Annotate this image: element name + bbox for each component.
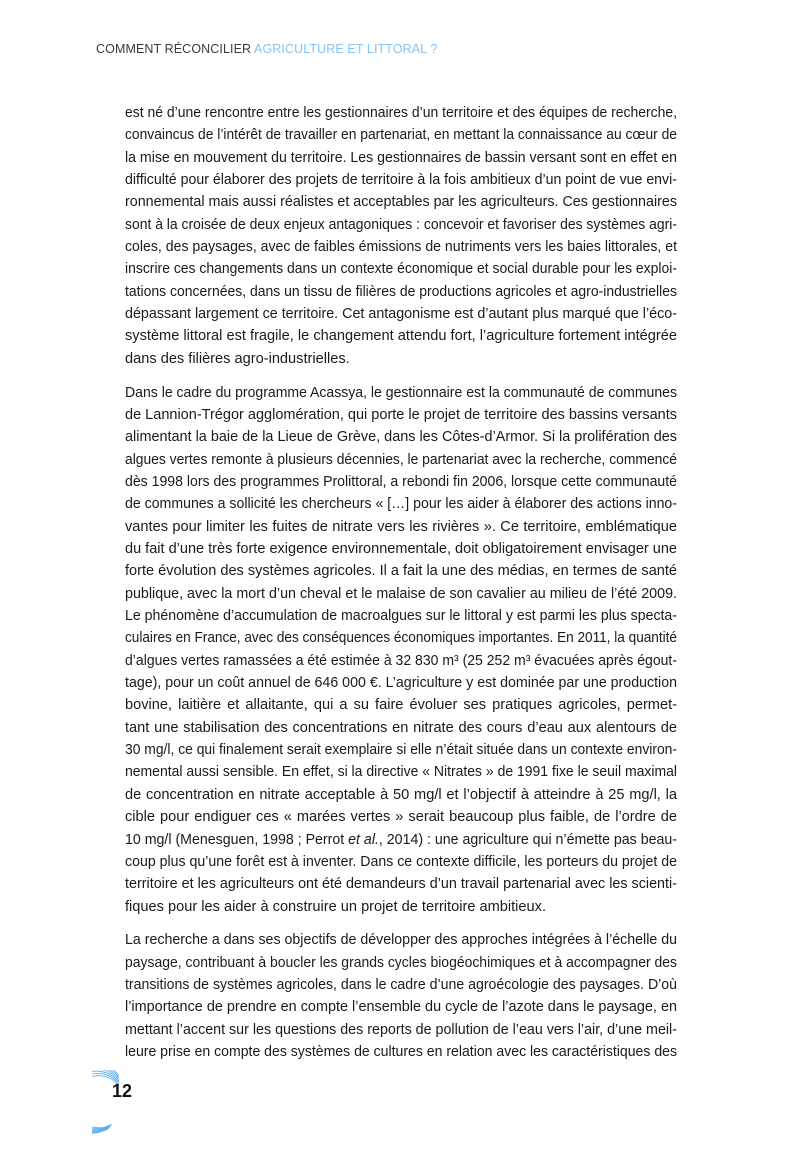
text-line-content: du fait d’une très forte exigence environnementale, doit obligatoirement envisager une — [125, 541, 677, 558]
text-line — [125, 325, 677, 347]
text-segment: , 2014) : une agriculture qui n’émette pas beau- — [378, 831, 677, 848]
text-line-content: difficulté pour élaborer des projets de territoire à la fois ambitieux d’un point de vue envi- — [125, 172, 677, 189]
text-line — [125, 896, 677, 918]
page-number: 12 — [112, 1081, 133, 1101]
text-line — [125, 829, 677, 851]
text-line — [125, 974, 677, 996]
text-line — [125, 672, 677, 694]
text-line — [125, 516, 677, 538]
text-line-content: convaincus de l’intérêt de travailler en partenariat, en mettant la connaissance au cœur de — [125, 127, 677, 144]
text-line — [125, 650, 677, 672]
paragraph — [125, 102, 677, 370]
text-line-content: tage), pour un coût annuel de 646 000 €. L’agriculture y est dominée par une production — [125, 675, 677, 692]
text-line — [125, 169, 677, 191]
text-line — [125, 996, 677, 1018]
text-line — [125, 348, 677, 370]
text-line-content: dans des filières agro-industrielles. — [125, 350, 350, 367]
text-line-content: dès 1998 lors des programmes Prolittoral, a rebondi fin 2006, lorsque cette communauté — [125, 474, 677, 490]
text-line — [125, 258, 677, 280]
text-line-content: la mise en mouvement du territoire. Les gestionnaires de bassin versant sont en effet en — [125, 149, 677, 166]
text-line-content: tations concernées, dans un tissu de filières de productions agricoles et agro-industrielles — [125, 283, 677, 300]
text-line-content: cible pour endiguer ces « marées vertes » serait beaucoup plus faible, de l’ordre de — [125, 809, 677, 826]
text-line — [125, 236, 677, 258]
text-segment: 10 mg/l (Menesguen, 1998 ; Perrot — [125, 831, 349, 848]
text-line — [125, 493, 677, 515]
text-line — [125, 717, 677, 739]
text-line-content: fiques pour les aider à construire un projet de territoire ambitieux. — [125, 898, 547, 915]
text-line — [125, 560, 677, 582]
text-line-content: de concentration en nitrate acceptable à 50 mg/l et l’objectif à atteindre à 25 mg/l, la — [125, 786, 677, 803]
text-line — [125, 538, 677, 560]
text-line-content: alimentant la baie de la Lieue de Grève, dans les Côtes-d’Armor. Si la prolifération des — [125, 429, 677, 446]
text-line-content: transitions de systèmes agricoles, dans le cadre d’une agroécologie des paysages. D’où — [125, 977, 677, 994]
text-line — [125, 1019, 677, 1041]
text-line — [125, 214, 677, 236]
text-line — [125, 382, 677, 404]
text-line-content: sont à la croisée de deux enjeux antagoniques : concevoir et favoriser des systèmes agri- — [125, 216, 677, 233]
paragraph — [125, 382, 677, 918]
text-line-content: de Lannion-Trégor agglomération, qui porte le projet de territoire des bassins versants — [125, 406, 677, 423]
text-line — [125, 1041, 677, 1063]
text-line — [125, 873, 677, 895]
text-line — [125, 784, 677, 806]
text-line — [125, 605, 677, 627]
body-text — [125, 102, 677, 1075]
text-line-content: est né d’une rencontre entre les gestionnaires d’un territoire et des équipes de recherche, — [125, 105, 677, 121]
text-line — [125, 471, 677, 493]
text-line-content: vantes pour limiter les fuites de nitrate vers les rivières ». Ce territoire, emblématique — [125, 518, 677, 535]
text-line-content: mettant l’accent sur les questions des reports de pollution de l’eau vers l’air, d’une meil- — [125, 1021, 677, 1038]
text-line — [125, 739, 677, 761]
text-line — [125, 281, 677, 303]
italic-text: et al. — [348, 831, 379, 848]
text-line — [125, 952, 677, 974]
text-line — [125, 404, 677, 426]
running-header-accent: AGRICULTURE ET LITTORAL ? — [254, 42, 438, 56]
text-line — [125, 694, 677, 716]
text-line-content: algues vertes remonte à plusieurs décennies, le partenariat avec la recherche, commencé — [125, 451, 677, 468]
text-line-content — [125, 829, 677, 851]
text-line — [125, 426, 677, 448]
text-line — [125, 449, 677, 471]
text-line-content: système littoral est fragile, le changement attendu fort, l’agriculture fortement intégrée — [125, 328, 677, 345]
text-line-content: forte évolution des systèmes agricoles. Il a fait la une des médias, en termes de santé — [125, 563, 677, 580]
text-line-content: d’algues vertes ramassées a été estimée à 32 830 m³ (25 252 m³ évacuées après égout- — [125, 652, 677, 669]
text-line — [125, 147, 677, 169]
text-line — [125, 102, 677, 124]
text-line-content: ronnemental mais aussi réalistes et acceptables par les agriculteurs. Ces gestionnaires — [125, 194, 677, 211]
text-line-content: paysage, contribuant à boucler les grands cycles biogéochimiques et à accompagner des — [125, 954, 677, 971]
text-line — [125, 929, 677, 951]
text-line-content: nemental aussi sensible. En effet, si la directive « Nitrates » de 1991 fixe le seuil maximal — [125, 764, 677, 781]
text-line — [125, 851, 677, 873]
text-line — [125, 806, 677, 828]
text-line-content: Dans le cadre du programme Acassya, le gestionnaire est la communauté de communes — [125, 384, 677, 401]
text-line — [125, 627, 677, 649]
text-line-content: inscrire ces changements dans un contexte économique et social durable pour les exploi- — [125, 261, 677, 278]
text-line-content: dépassant largement ce territoire. Cet antagonisme est d’autant plus marqué que l’éco- — [125, 306, 677, 323]
text-line — [125, 583, 677, 605]
text-line-content: leure prise en compte des systèmes de cultures en relation avec les caractéristiques des — [125, 1044, 677, 1061]
text-line-content: coup plus qu’une forêt est à inventer. Dans ce contexte difficile, les porteurs du projet de — [125, 853, 677, 870]
text-line-content: 30 mg/l, ce qui finalement serait exemplaire si elle n’était située dans un contexte environ- — [125, 742, 677, 759]
text-line-content: Le phénomène d’accumulation de macroalgues sur le littoral y est parmi les plus specta- — [125, 608, 677, 625]
text-line — [125, 303, 677, 325]
running-header — [96, 42, 437, 56]
text-line-content: publique, avec la mort d’un cheval et le malaise de son cavalier au milieu de l’été 2009. — [125, 585, 677, 602]
text-line-content: La recherche a dans ses objectifs de développer des approches intégrées à l’échelle du — [125, 932, 677, 949]
text-line-content: territoire et les agriculteurs ont été demandeurs d’un travail partenarial avec les scienti- — [125, 876, 677, 893]
text-line — [125, 191, 677, 213]
text-line-content: de communes a sollicité les chercheurs « […] pour les aider à élaborer des actions inno- — [125, 496, 677, 513]
text-line-content: coles, des paysages, avec de faibles émissions de nutriments vers les baies littorales, et — [125, 239, 677, 256]
text-line — [125, 761, 677, 783]
paragraph — [125, 929, 677, 1063]
text-line-content: l’importance de prendre en compte l’ensemble du cycle de l’azote dans le paysage, en — [125, 999, 677, 1016]
text-line-content: tant une stabilisation des concentrations en nitrate des cours d’eau aux alentours de — [125, 719, 677, 736]
text-line-content: bovine, laitière et allaitante, qui a su faire évoluer ses pratiques agricoles, permet- — [125, 697, 677, 714]
running-header-title: COMMENT RÉCONCILIER — [96, 42, 252, 56]
text-line — [125, 124, 677, 146]
text-line-content: culaires en France, avec des conséquences économiques importantes. En 2011, la quantité — [125, 630, 677, 647]
